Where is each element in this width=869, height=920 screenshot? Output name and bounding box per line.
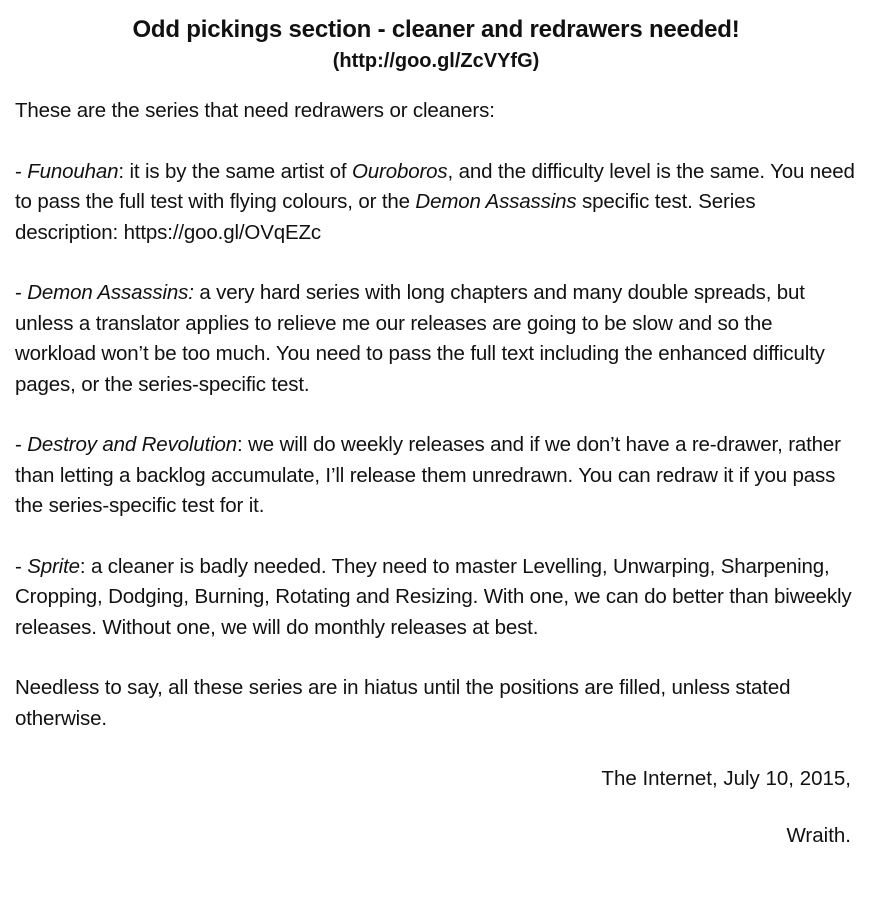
item-dash: -	[15, 554, 28, 578]
item-dash: -	[15, 159, 28, 183]
item-text: : it is by the same artist of	[118, 159, 352, 183]
signoff-date: The Internet, July 10, 2015,	[601, 767, 851, 790]
item-sprite	[15, 552, 857, 644]
item-demon-assassins	[15, 278, 857, 400]
series-name-demon-assassins: Demon Assassins:	[27, 281, 194, 304]
item-text: , and the difficulty level is the same. You need to pass the full test with flying colours, or the	[15, 159, 855, 213]
signature: Wraith.	[786, 824, 851, 847]
item-text: : a cleaner is badly needed. They need to master Levelling, Unwarping, Sharpening, Cropping, Dodging, Burning, Rotating and Resizing. With one, we can do better than biweekly releases. Without one, we will do monthly releases at best.	[15, 554, 852, 639]
page-link: (http://goo.gl/ZcVYfG)	[332, 50, 540, 72]
item-funouhan	[15, 157, 857, 249]
closing-paragraph: Needless to say, all these series are in hiatus until the positions are filled, unless stated otherwise.	[15, 676, 791, 730]
item-dash: -	[15, 281, 28, 304]
page-title: Odd pickings section - cleaner and redrawers needed!	[132, 16, 740, 43]
series-name-funouhan: Funouhan	[27, 159, 119, 183]
item-text: : we will do weekly releases and if we don’t have a re-drawer, rather than letting a backlog accumulate, I’ll release them unredrawn. You can redraw it if you pass the series-specific test for it.	[15, 433, 841, 517]
item-text: specific test. Series description: https://goo.gl/OVqEZc	[15, 190, 756, 244]
series-name-sprite: Sprite	[27, 554, 80, 578]
item-text: a very hard series with long chapters and many double spreads, but unless a translator applies to relieve me our releases are going to be slow and so the workload won’t be too much. You need to pass the full text including the enhanced difficulty pages, or the series-specific test.	[15, 281, 825, 396]
series-name-destroy-and-revolution: Destroy and Revolution	[27, 433, 238, 456]
series-ref-ouroboros: Ouroboros	[352, 159, 448, 183]
item-destroy-and-revolution	[15, 430, 857, 522]
series-ref-demon-assassins: Demon Assassins	[415, 190, 577, 213]
intro-paragraph: These are the series that need redrawers or cleaners:	[15, 99, 495, 122]
item-dash: -	[15, 433, 28, 456]
